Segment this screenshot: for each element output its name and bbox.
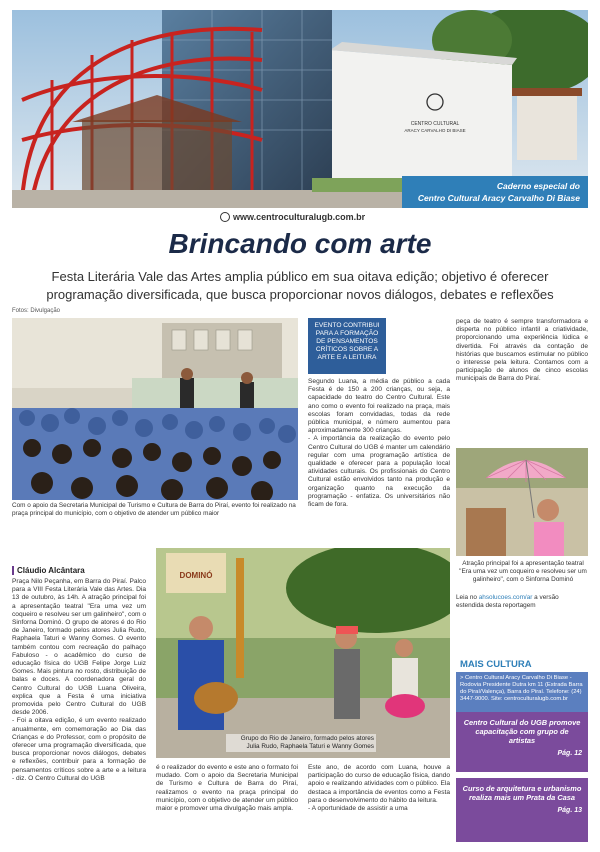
column-2-paragraph-2: - A importância da realização do evento pelo Centro Cultural do UGB é manter um calendário regular com uma programação artística de qualidade e oferecer para a população local atividades culturais. Os profissionais do Centro Cultural estão envolvidos tanto na produção e organização quanto na execução da programação - enfatiza. Os universitários não ficam de fora. (308, 435, 450, 509)
article-subtitle: Festa Literária Vale das Artes amplia público em sua oitava edição; objetivo é oferecer programação diversificada, que busca proporcionar novos diálogos, debates e reflexões (46, 269, 554, 302)
photo3-caption: Atração principal foi a apresentação teatral "Era uma vez um coqueiro e resolveu ser um galinheiro", com o Sinforna Dominó (459, 560, 587, 583)
pull-quote: EVENTO CONTRIBUI PARA A FORMAÇÃO DE PENSAMENTOS CRÍTICOS SOBRE A ARTE E A LEITURA (308, 318, 386, 374)
bottom-column-b-paragraph-1: Este ano, de acordo com Luana, houve a participação do curso de educação física, dando apoio e realizando atividades com o público. Ela destaca a importância de eventos como a Festa para o desenvolvimento do hábito da leitura. (308, 764, 450, 804)
bottom-column-b-paragraph-2: - A oportunidade de assistir a uma (308, 805, 408, 813)
bottom-column-a: é o realizador do evento e este ano o formato foi mudado. Com o apoio da Secretaria Municipal de Turismo e Cultura de Barra do Piraí, realizamos o evento na praça principal do município, com o objetivo de atender um público maior e promover uma divulgação mais ampla. (156, 764, 298, 813)
banner-line-1: Caderno especial do (496, 181, 580, 191)
photo-children-audience (12, 318, 298, 500)
column-3-text: peça de teatro é sempre transformadora e disperta no público infantil a criatividade, proporcionando uma experiência lúdica e divertida. Foi através da contação de histórias que buscamos estimular no público o interesse pela leitura. Contamos com a participação de alunos de cinco escolas municipais de Barra do Piraí. (456, 318, 588, 383)
promo-box-2[interactable] (456, 778, 588, 842)
bottom-column-b (308, 764, 450, 813)
site-url-text: www.centroculturalugb.com.br (233, 212, 366, 222)
qr-link[interactable]: ahsolucoes.com/ar (478, 594, 533, 601)
photo-street-performers (156, 548, 450, 758)
author-byline: Cláudio Alcântara (12, 566, 85, 575)
column-2-paragraph-1: Segundo Luana, a média de público a cada Festa é de 150 a 200 crianças, ou seja, a capacidade do teatro do Centro Cultural. Este ano como o evento foi realizado na praça, mais escolas foram convidadas, todas da rede pública municipal, e número aumentou para aproximadamente 300 crianças. (308, 378, 450, 435)
column-1-paragraph-1: Praça Nilo Peçanha, em Barra do Piraí. Palco para a VIII Festa Literária Vale das Artes. Dia 13 de outubro, às 14h. A atração principal foi a apresentação teatral "Era uma vez um coqueiro e resolveu ser um galinheiro", com o Sinforna Dominó. O grupo de atores é do Rio de Janeiro, formado pelos atores Julia Rudo, Raphaela Taturi e Wanny Gomes. O evento também contou com recreação do palhaço Fabuloso - o acadêmico do curso de educação física do UGB Felipe Jorge Luiz Gomes. Mais pintura no rosto, distribuição de balas e doces. A coordenadora geral do Centro Cultural do UGB Luana Oliveira, explica que a Festa é uma iniciativa promovida pelo Centro Cultural do UGB desde 2006. (12, 578, 146, 717)
mais-cultura-heading: MAIS CULTURA (456, 658, 588, 671)
special-section-banner (402, 176, 588, 208)
photo2-sign-text: DOMINÓ (179, 571, 213, 580)
qr-text-prefix: Leia no (456, 594, 477, 601)
promo1-title: Centro Cultural do UGB promove capacitação com grupo de artistas (463, 718, 581, 745)
promo-box-1[interactable] (456, 712, 588, 772)
photo-credit: Fotos: Divulgação (12, 308, 61, 314)
mais-cultura-body: > Centro Cultural Aracy Carvalho Di Biase - Rodovia Presidente Dutra km 11 (Estrada Barra do Piraí/Valença), Barra do Piraí. Telefone: (24) 3447-9000. Site: centroculturalugb.com.br (456, 672, 588, 720)
column-2-lead-spacer (308, 306, 450, 316)
banner-line-2: Centro Cultural Aracy Carvalho Di Biase (417, 193, 580, 203)
promo1-page: Pág. 12 (557, 750, 582, 757)
building-sign-text-2: ARACY CARVALHO DI BIASE (404, 128, 466, 133)
article-title: Brincando com arte (168, 228, 432, 259)
column-1-paragraph-2: - Foi a oitava edição, é um evento realizado anualmente, em comemoração ao Dia das Crianças e do Professor, com o propósito de oferecer uma programação diversificada, que busca proporcionar novos diálogos, debates e reflexões, contribuir para a formação de pensamentos críticos sobre a arte e a leitura - diz. O Centro Cultural do UGB (12, 717, 146, 782)
photo2-caption: Grupo do Rio de Janeiro, formado pelos atores Julia Rudo, Raphaela Taturi e Wanny Gomes (226, 734, 376, 752)
column-2-text (308, 378, 450, 509)
site-url[interactable] (220, 212, 365, 222)
column-1-text (12, 578, 146, 783)
promo2-page: Pág. 13 (557, 807, 582, 814)
photo1-caption: Com o apoio da Secretaria Municipal de Turismo e Cultura de Barra do Piraí, evento foi realizado na praça principal do município, com o objetivo de atender um público maior (12, 502, 296, 517)
qr-extended-note (456, 594, 588, 610)
hero-photo (12, 10, 588, 208)
building-sign-text: CENTRO CULTURAL (410, 121, 460, 127)
photo-actress-parasol (456, 448, 588, 556)
globe-icon (220, 212, 230, 222)
qr-text-suffix: a versão estendida desta reportagem (456, 594, 559, 609)
promo2-title: Curso de arquitetura e urbanismo realiza mais um Prata da Casa (462, 784, 582, 802)
mais-cultura-box (456, 658, 588, 708)
